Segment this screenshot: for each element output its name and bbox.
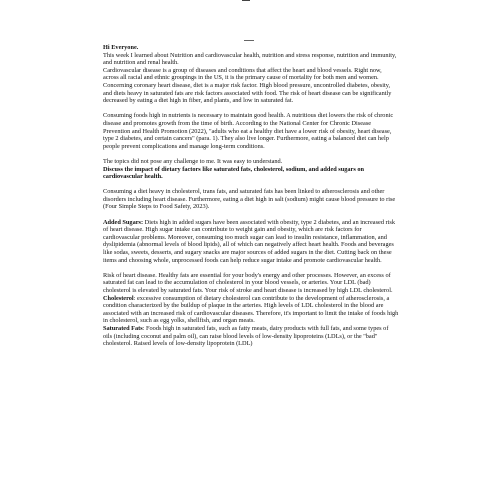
discuss-heading: Discuss the impact of dietary factors like saturated fats, cholesterol, sodium, and added sugars on cardiovascular health.: [103, 165, 365, 181]
section-divider: [244, 40, 254, 41]
saturated-fats-paragraph: [103, 325, 399, 348]
heart-disease-paragraph: Risk of heart disease. Healthy fats are essential for your body's energy and other processes. However, an excess of saturated fat can lead to the accumulation of cholesterol in your blood vessels, or arteries. Your LDL (bad) cholesterol is elevated by saturated fats. Your risk of stroke and heart disease is increased by high LDL cholesterol.: [103, 271, 393, 294]
saturated-fats-text: : Foods high in saturated fats, such as fatty meats, dairy products with full fats, and some types of oils (including coconut and palm oil), can raise blood levels of low-density lipoproteins (LDLs), or the "bad" cholesterol. Raised levels of low-density lipoprotein (LDL): [103, 324, 389, 348]
cholesterol-label: Cholesterol: [103, 294, 134, 302]
page-top-divider: [242, 0, 250, 1]
saturated-fats-label: Saturated Fats: [103, 324, 143, 332]
cardio-paragraph: Cardiovascular disease is a group of diseases and conditions that affect the heart and blood vessels. Right now, across all racial and ethnic groupings in the US, it is the primary cause of mortality for both men and women. Concerning coronary heart disease, diet is a major risk factor. High blood pressure, uncontrolled diabetes, obesity, and diets heavy in saturated fats are risk factors associated with food. The risk of heart disease can be significantly decreased by eating a diet high in fiber, and plants, and low in saturated fat.: [103, 66, 392, 105]
added-sugars-label: Added Sugars:: [103, 218, 144, 226]
added-sugars-text: Diets high in added sugars have been associated with obesity, type 2 diabetes, and an increased risk of heart disease. High sugar intake can contribute to weight gain and obesity, which are risk factors for cardiovascular problems. Moreover, consuming too much sugar can lead to insulin resistance, inflammation, and dyslipidemia (abnormal levels of blood lipids), all of which can negatively affect heart health. Foods and beverages like sodas, sweets, desserts, and sugary snacks are major sources of added sugars in the diet. Cutting back on these items and choosing whole, unprocessed foods can help reduce sugar intake and promote cardiovascular health.: [103, 218, 395, 264]
cholesterol-paragraph: [103, 295, 399, 325]
cholesterol-text: : excessive consumption of dietary cholesterol can contribute to the development of atherosclerosis, a condition characterized by the buildup of plaque in the arteries. High levels of LDL cholesterol in the blood are associated with an increased risk of cardiovascular diseases. Therefore, it's important to limit the intake of foods high in cholesterol, such as egg yolks, shellfish, and organ meats.: [103, 294, 399, 325]
document-body: [103, 44, 399, 348]
greeting: Hi Everyone.: [103, 44, 139, 51]
nutrients-paragraph: Consuming foods high in nutrients is necessary to maintain good health. A nutritious diet lowers the risk of chronic disease and promotes growth from the time of birth. According to the National Center for Chronic Disease Prevention and Health Promotion (2022), "adults who eat a healthy diet have a lower risk of obesity, heart disease, type 2 diabetes, and certain cancers" (para. 1). They also live longer. Furthermore, eating a balanced diet can help people prevent complications and manage long-term conditions.: [103, 112, 394, 150]
intro-paragraph: This week I learned about Nutrition and cardiovascular health, nutrition and stress response, nutrition and immunity, and nutrition and renal health.: [103, 51, 397, 67]
diet-heavy-paragraph: Consuming a diet heavy in cholesterol, trans fats, and saturated fats has been linked to atherosclerosis and other disorders including heart disease. Furthermore, eating a diet high in salt (sodium) might cause blood pressure to rise (Four Simple Steps to Food Safety, 2023).: [103, 188, 396, 211]
topics-paragraph: The topics did not pose any challenge to me. It was easy to understand.: [103, 157, 283, 165]
added-sugars-paragraph: [103, 219, 399, 265]
